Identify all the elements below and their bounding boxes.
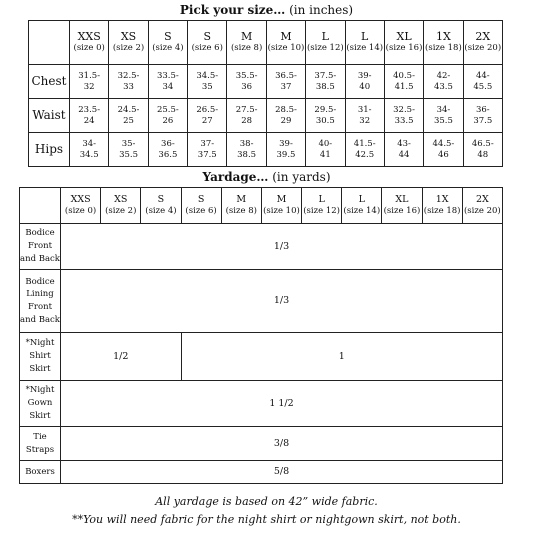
size-label: M <box>236 194 247 206</box>
measurement-value-line: 33 <box>123 81 134 92</box>
yardage-row <box>20 224 503 270</box>
yardage-value: 3/8 <box>61 427 503 461</box>
measurement-cell <box>148 133 187 167</box>
measurement-value-line: 37 <box>280 81 292 92</box>
size_chart-column-header <box>384 21 423 65</box>
measurement-value-line: 43.5 <box>433 81 453 92</box>
measurement-cell <box>109 133 148 167</box>
yardage_chart-column-header <box>342 188 382 224</box>
measurement-value-line: 38- <box>239 138 254 149</box>
measurement-cell <box>227 133 266 167</box>
measurement-cell <box>109 99 148 133</box>
yardage-value: 1/2 <box>61 333 182 381</box>
measurement-value-line: 27 <box>201 115 213 126</box>
size-label: M <box>240 30 253 44</box>
fabric-piece-label-line: and Back <box>20 314 60 325</box>
measurement-value-line: 39- <box>357 70 372 81</box>
size-label: S <box>203 30 212 44</box>
measurement-cell <box>266 133 305 167</box>
measurement-value-line: 41.5 <box>394 81 414 92</box>
measurement-value-line: 29.5- <box>314 104 337 115</box>
size-label: 1X <box>435 30 451 44</box>
fabric-piece-label-line: Front <box>28 241 52 252</box>
size_chart-column-header <box>188 21 227 65</box>
size-label: XXS <box>77 30 101 44</box>
fabric-piece-label <box>20 461 61 484</box>
measurement-value-line: 36.5 <box>158 149 178 160</box>
size-label: 1X <box>435 194 449 206</box>
size-number: (size 16) <box>383 205 421 216</box>
size_chart-column-header <box>148 21 187 65</box>
measurement-value-line: 37.5 <box>473 115 493 126</box>
measurement-cell <box>148 65 187 99</box>
measurement-value-line: 23.5- <box>78 104 101 115</box>
size-label: L <box>358 194 365 206</box>
size_chart-column-header <box>109 21 148 65</box>
measurement-value-line: 36 <box>241 81 253 92</box>
size-number: (size 6) <box>185 205 217 216</box>
measurement-value-line: 31- <box>357 104 372 115</box>
measurement-cell <box>188 65 227 99</box>
measurement-value-line: 41 <box>319 149 331 160</box>
size-number: (size 12) <box>303 205 340 216</box>
measurement-cell <box>266 65 305 99</box>
measurement-cell <box>463 65 502 99</box>
fabric-piece-label-line: and Back <box>20 253 60 264</box>
measurement-value-line: 48 <box>477 149 489 160</box>
size-number: (size 20) <box>464 43 502 54</box>
size-number: (size 10) <box>263 205 300 216</box>
measurement-value-line: 34 <box>162 81 174 92</box>
measurement-value-line: 42- <box>436 70 451 81</box>
size-chart-row <box>29 65 503 99</box>
yardage-row <box>20 461 503 484</box>
size-chart-row <box>29 133 503 167</box>
size-number: (size 18) <box>423 205 461 216</box>
size-chart-table <box>28 20 503 167</box>
measurement-value-line: 45.5 <box>473 81 493 92</box>
size_chart-column-header <box>70 21 109 65</box>
measurement-value-line: 30.5 <box>315 115 335 126</box>
size_chart-column-header <box>424 21 463 65</box>
measurement-value-line: 24.5- <box>117 104 140 115</box>
measurement-value-line: 32 <box>83 81 95 92</box>
measurement-value-line: 46.5- <box>471 138 494 149</box>
size-number: (size 16) <box>385 43 423 54</box>
size_chart-column-header <box>463 21 502 65</box>
measurement-value-line: 37.5- <box>314 70 337 81</box>
yardage-row <box>20 381 503 427</box>
measurement-value-line: 36.5- <box>275 70 297 81</box>
yardage-row <box>20 427 503 461</box>
measurement-value-line: 26.5- <box>196 104 219 115</box>
measurement-label: Chest <box>29 65 70 99</box>
measurement-cell <box>109 65 148 99</box>
measurement-value-line: 40 <box>359 81 371 92</box>
measurement-value-line: 44 <box>398 149 410 160</box>
measurement-value-line: 46 <box>438 149 449 160</box>
measurement-value-line: 43- <box>397 138 411 149</box>
yardage_chart-column-header <box>302 188 342 224</box>
measurement-value-line: 34.5- <box>196 70 219 81</box>
fabric-piece-label-line: Lining <box>26 289 54 300</box>
measurement-cell <box>384 99 423 133</box>
measurement-value-line: 35 <box>201 81 213 92</box>
size-label: S <box>164 30 172 44</box>
size-chart-row <box>29 99 503 133</box>
measurement-value-line: 25 <box>123 115 134 126</box>
fabric-piece-label-line: *Night <box>25 385 55 396</box>
yardage_chart-column-header <box>382 188 422 224</box>
measurement-value-line: 36- <box>475 104 490 115</box>
size-label: L <box>361 30 369 44</box>
measurement-value-line: 38.5 <box>315 81 335 92</box>
measurement-value-line: 38.5 <box>237 149 257 160</box>
fabric-piece-label-line: Bodice <box>25 228 55 239</box>
measurement-cell <box>424 65 463 99</box>
size-number: (size 20) <box>463 205 501 216</box>
measurement-value-line: 34- <box>436 104 451 115</box>
yardage_chart-column-header <box>462 188 502 224</box>
yardage_chart-column-header <box>422 188 462 224</box>
size-label: L <box>318 194 325 206</box>
measurement-cell <box>227 65 266 99</box>
measurement-cell <box>227 99 266 133</box>
size-number: (size 18) <box>425 43 462 54</box>
fabric-piece-label <box>20 270 61 333</box>
fabric-width-note: All yardage is based on 42” wide fabric. <box>155 495 378 508</box>
measurement-value-line: 37- <box>200 138 215 149</box>
measurement-cell <box>424 99 463 133</box>
size-number: (size 12) <box>306 43 344 54</box>
size_chart-corner-cell <box>29 21 70 65</box>
measurement-value-line: 44- <box>475 70 490 81</box>
measurement-cell <box>424 133 463 167</box>
size-label: M <box>276 194 287 206</box>
measurement-cell <box>70 133 109 167</box>
size_chart-header-row <box>29 21 503 65</box>
yardage_chart-column-header <box>221 188 261 224</box>
fabric-piece-label-line: Front <box>28 302 52 312</box>
size-number: (size 0) <box>73 43 105 54</box>
size-label: XXS <box>70 194 91 206</box>
measurement-cell <box>148 99 187 133</box>
size-number: (size 14) <box>346 43 384 54</box>
size-label: S <box>197 194 205 206</box>
fabric-piece-label-line: Boxers <box>25 466 55 477</box>
yardage_chart-corner-cell <box>20 188 61 224</box>
yardage-row <box>20 333 503 381</box>
measurement-value-line: 35.5 <box>433 115 453 126</box>
measurement-cell <box>70 65 109 99</box>
size-label: M <box>280 30 292 44</box>
yardage_chart-column-header <box>101 188 141 224</box>
measurement-value-line: 35.5- <box>235 70 258 81</box>
fabric-piece-label <box>20 333 61 381</box>
size-number: (size 14) <box>343 205 381 216</box>
measurement-value-line: 28 <box>241 115 253 126</box>
fabric-piece-label-line: Gown <box>27 398 53 409</box>
measurement-cell <box>70 99 109 133</box>
measurement-value-line: 26 <box>162 115 174 126</box>
yardage-chart-table <box>19 187 503 484</box>
size-number: (size 2) <box>105 205 137 216</box>
measurement-cell <box>345 133 384 167</box>
size-label: S <box>157 194 165 206</box>
measurement-value-line: 36- <box>161 138 175 149</box>
measurement-value-line: 31.5- <box>78 70 101 81</box>
measurement-value-line: 40- <box>318 138 333 149</box>
size-label: XL <box>396 30 412 44</box>
size-label: XS <box>120 30 137 44</box>
measurement-value-line: 32.5- <box>117 70 140 81</box>
measurement-cell <box>463 133 502 167</box>
size-number: (size 0) <box>64 205 97 216</box>
yardage-value: 1/3 <box>61 224 503 270</box>
size-chart-title-bold: Pick your size… <box>179 3 286 17</box>
measurement-cell <box>384 65 423 99</box>
measurement-value-line: 33.5- <box>156 70 179 81</box>
yardage-value: 1/3 <box>61 270 503 333</box>
size-number: (size 4) <box>145 205 177 216</box>
size-chart-title <box>0 3 533 17</box>
measurement-value-line: 25.5- <box>156 104 179 115</box>
fabric-piece-label-line: Tie <box>33 431 47 442</box>
size-label: 2X <box>475 194 489 206</box>
measurement-value-line: 35- <box>121 138 136 149</box>
measurement-label: Hips <box>29 133 70 167</box>
fabric-piece-label <box>20 381 61 427</box>
measurement-value-line: 34.5 <box>79 149 99 160</box>
measurement-value-line: 34- <box>82 138 97 149</box>
measurement-value-line: 42.5 <box>355 149 375 160</box>
measurement-value-line: 39.5 <box>276 149 296 160</box>
measurement-cell <box>306 133 345 167</box>
size-label: 2X <box>475 30 491 44</box>
measurement-value-line: 32 <box>359 115 371 126</box>
measurement-cell <box>188 99 227 133</box>
yardage_chart-column-header <box>261 188 301 224</box>
size-number: (size 10) <box>267 43 305 54</box>
measurement-value-line: 28.5- <box>275 104 297 115</box>
size-label: L <box>321 30 329 44</box>
size-label: XL <box>395 194 409 206</box>
measurement-cell <box>188 133 227 167</box>
measurement-cell <box>266 99 305 133</box>
fabric-piece-label-line: Skirt <box>29 410 51 421</box>
measurement-cell <box>463 99 502 133</box>
size-number: (size 8) <box>230 43 263 54</box>
yardage_chart-column-header <box>141 188 181 224</box>
measurement-value-line: 32.5- <box>393 104 415 115</box>
size_chart-column-header <box>345 21 384 65</box>
yardage_chart-column-header <box>181 188 221 224</box>
measurement-value-line: 33.5 <box>394 115 414 126</box>
size_chart-column-header <box>227 21 266 65</box>
yardage-chart-title <box>0 170 533 184</box>
size_chart-column-header <box>266 21 305 65</box>
yardage-value: 1 1/2 <box>61 381 503 427</box>
measurement-value-line: 37.5 <box>197 149 217 160</box>
yardage-row <box>20 270 503 333</box>
size-number: (size 6) <box>191 43 223 54</box>
yardage_chart-header-row <box>20 188 503 224</box>
size-chart-title-unit: (in inches) <box>289 3 354 17</box>
fabric-piece-label-line: Straps <box>25 444 55 455</box>
size_chart-column-header <box>306 21 345 65</box>
measurement-value-line: 40.5- <box>393 70 415 81</box>
fabric-choice-note: **You will need fabric for the night shirt or nightgown skirt, not both. <box>72 513 461 526</box>
measurement-cell <box>345 65 384 99</box>
fabric-piece-label-line: Skirt <box>29 363 51 374</box>
measurement-cell <box>384 133 423 167</box>
fabric-piece-label <box>20 427 61 461</box>
measurement-value-line: 41.5- <box>353 138 376 149</box>
yardage-value: 1 <box>181 333 502 381</box>
size-number: (size 2) <box>112 43 145 54</box>
measurement-value-line: 29 <box>280 115 292 126</box>
measurement-label: Waist <box>29 99 70 133</box>
yardage_chart-column-header <box>61 188 101 224</box>
measurement-value-line: 39- <box>279 138 293 149</box>
size-label: XS <box>114 194 128 206</box>
yardage-value: 5/8 <box>61 461 503 484</box>
measurement-value-line: 44.5- <box>432 138 455 149</box>
yardage-chart-title-unit: (in yards) <box>272 170 331 184</box>
measurement-cell <box>306 99 345 133</box>
fabric-piece-label-line: *Night <box>25 338 55 349</box>
yardage-chart-title-bold: Yardage… <box>202 170 269 184</box>
fabric-piece-label-line: Shirt <box>29 351 51 362</box>
fabric-piece-label-line: Bodice <box>25 276 55 287</box>
measurement-value-line: 27.5- <box>235 104 258 115</box>
measurement-cell <box>306 65 345 99</box>
measurement-value-line: 24 <box>83 115 95 126</box>
size-number: (size 8) <box>225 205 257 216</box>
fabric-piece-label <box>20 224 61 270</box>
size-number: (size 4) <box>152 43 184 54</box>
measurement-value-line: 35.5 <box>119 149 138 160</box>
measurement-cell <box>345 99 384 133</box>
